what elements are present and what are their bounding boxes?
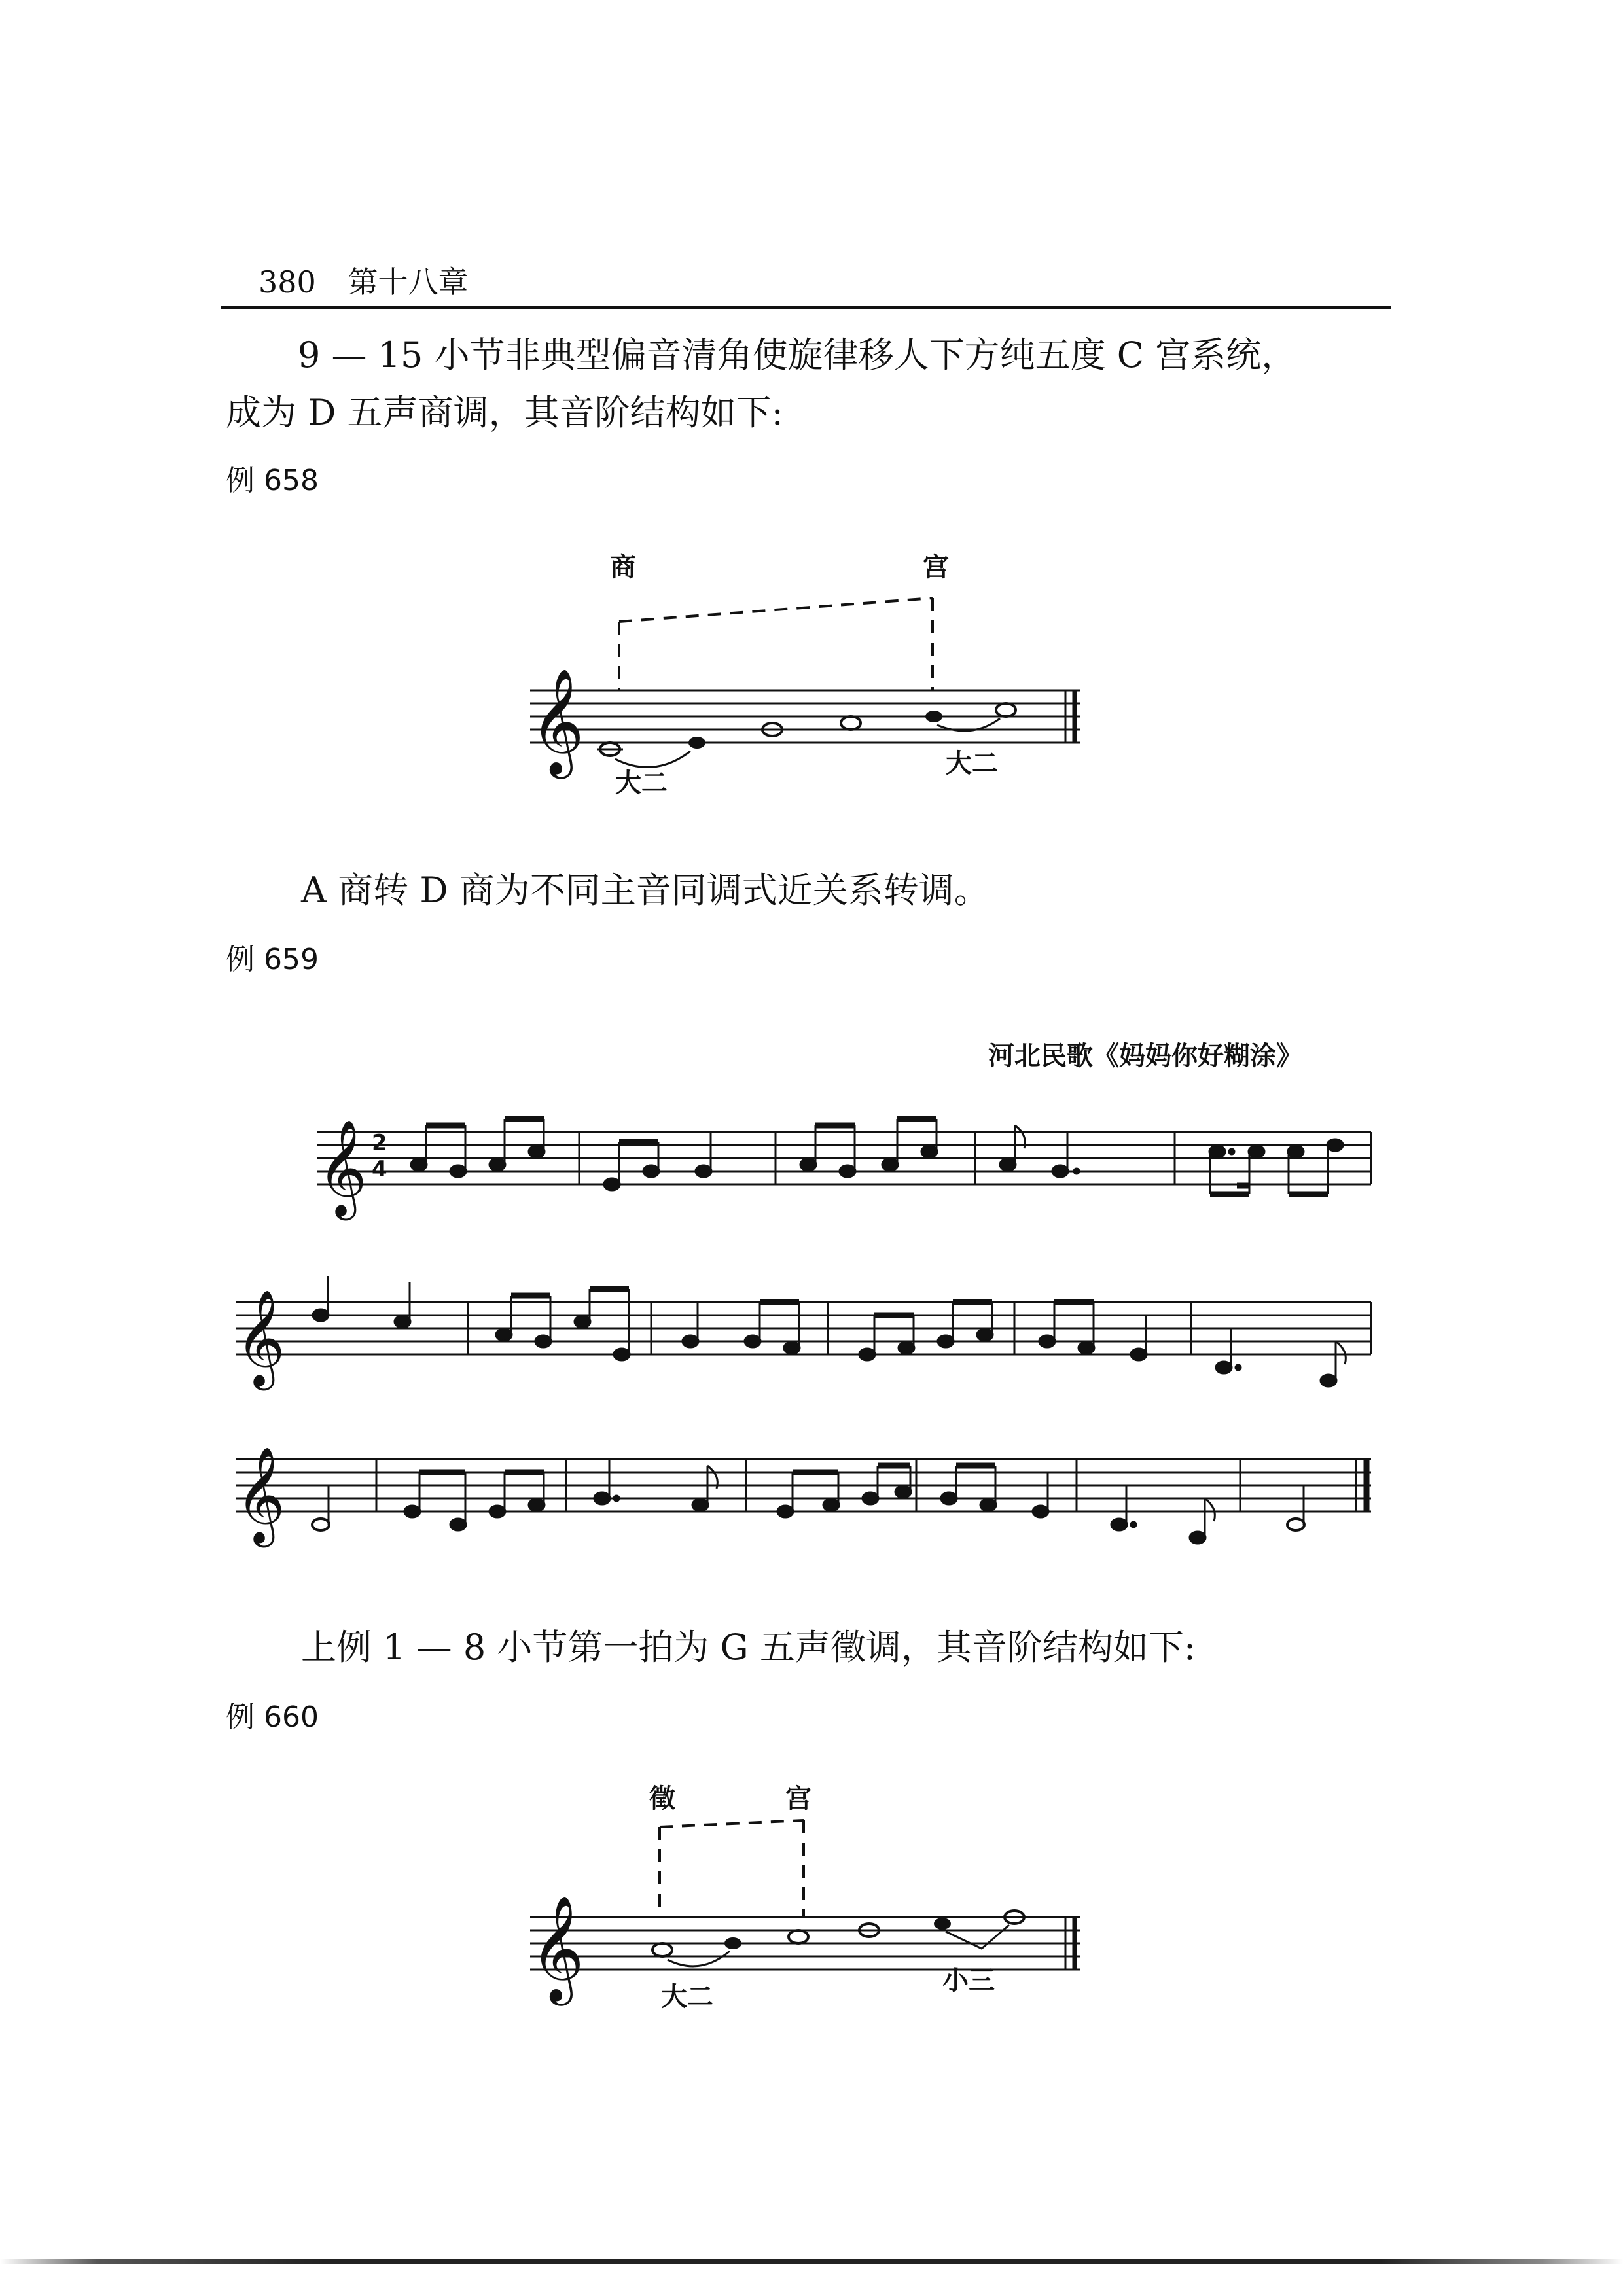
chapter-title: 第十八章 <box>348 264 469 300</box>
interval-label-left: 大二 <box>615 768 668 798</box>
page-header <box>259 258 468 302</box>
treble-clef-icon: 𝄞 <box>317 1119 367 1216</box>
interval-slur-left <box>668 1951 730 1966</box>
note-g <box>652 1943 672 1956</box>
paragraph-1-line-2: 成为 D 五声商调，其音阶结构如下: <box>226 392 783 433</box>
marker-gong: 宫 <box>785 1784 812 1814</box>
interval-label-left: 大二 <box>661 1982 713 2012</box>
dashed-bracket <box>660 1820 804 1917</box>
staff-lines <box>530 1917 1080 1969</box>
note-a <box>841 716 861 730</box>
paragraph-3: 上例 1 — 8 小节第一拍为 G 五声徵调，其音阶结构如下: <box>301 1627 1196 1668</box>
paragraph-2: A 商转 D 商为不同主音同调式近关系转调。 <box>301 870 990 911</box>
paragraph-1-line-1: 9 — 15 小节非典型偏音清角使旋律移人下方纯五度 C 宫系统， <box>298 334 1297 376</box>
example-658-label: 例 658 <box>226 464 319 497</box>
dashed-bracket <box>619 598 933 690</box>
example-658-score <box>510 543 1099 805</box>
time-signature-top: 2 <box>372 1130 387 1156</box>
note-c <box>789 1930 808 1943</box>
marker-gong: 宫 <box>923 552 949 582</box>
interval-bracket-right <box>946 1925 1009 1949</box>
system-1 <box>317 1119 1371 1220</box>
example-660-label: 例 660 <box>226 1701 319 1734</box>
note-e <box>934 1918 951 1930</box>
system-2 <box>236 1276 1371 1390</box>
note-e <box>688 737 705 749</box>
note-c <box>996 703 1016 716</box>
staff-lines <box>530 690 1080 743</box>
treble-clef-icon: 𝄞 <box>530 1895 584 2002</box>
header-rule <box>221 306 1391 309</box>
example-659-label: 例 659 <box>226 943 319 976</box>
time-signature-bottom: 4 <box>372 1156 387 1182</box>
marker-shang: 商 <box>610 552 636 582</box>
marker-zhi: 徵 <box>649 1784 675 1814</box>
treble-clef-icon: 𝄞 <box>530 668 584 775</box>
treble-clef-icon: 𝄞 <box>236 1446 285 1544</box>
note-a <box>724 1937 741 1949</box>
system-3 <box>236 1446 1371 1547</box>
interval-label-right: 小三 <box>942 1966 995 1996</box>
example-660-score <box>510 1780 1099 2041</box>
song-caption: 河北民歌《妈妈你好糊涂》 <box>988 1041 1302 1071</box>
page-number: 380 <box>259 264 316 300</box>
treble-clef-icon: 𝄞 <box>236 1289 285 1386</box>
interval-slur-left <box>615 751 690 768</box>
note-b <box>925 711 942 722</box>
example-659-score <box>223 1073 1400 1557</box>
bottom-scan-edge <box>0 2259 1623 2264</box>
interval-label-right: 大二 <box>946 749 998 779</box>
